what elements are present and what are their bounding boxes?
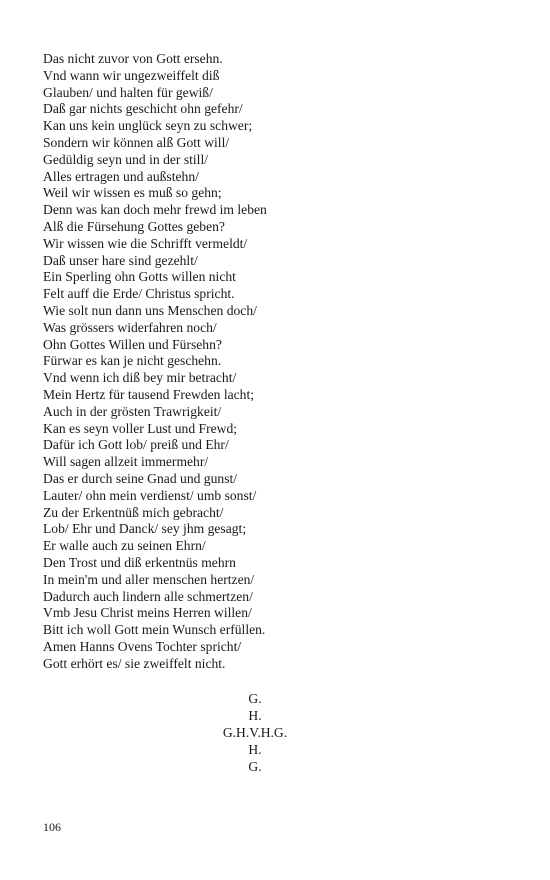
- poem-line: Alles ertragen und außstehn/: [43, 168, 199, 184]
- monogram-line: G.: [248, 691, 262, 706]
- poem-line: Denn was kan doch mehr frewd im leben: [43, 202, 267, 218]
- poem-line: Wie solt nun dann uns Menschen doch/: [43, 302, 257, 318]
- poem-line: Vmb Jesu Christ meins Herren willen/: [43, 605, 252, 621]
- poem-line: Glauben/ und halten für gewiß/: [43, 84, 213, 100]
- poem-line: Vnd wann wir ungezweiffelt diß: [43, 67, 220, 83]
- poem-line: Felt auff die Erde/ Christus spricht.: [43, 286, 235, 302]
- monogram-line: G.: [248, 759, 262, 774]
- poem-line: Lob/ Ehr und Danck/ sey jhm gesagt;: [43, 521, 247, 537]
- poem-line: Zu der Erkentnüß mich gebracht/: [43, 504, 224, 520]
- poem-line: Den Trost und diß erkentnüs mehrn: [43, 554, 236, 570]
- monogram-line: H.: [248, 708, 262, 723]
- poem-line: Amen Hanns Ovens Tochter spricht/: [43, 638, 242, 654]
- poem-line: Daß gar nichts geschicht ohn gefehr/: [43, 101, 243, 117]
- poem-line: Kan uns kein unglück seyn zu schwer;: [43, 118, 253, 134]
- poem-line: Weil wir wissen es muß so gehn;: [43, 185, 222, 201]
- poem-line: Was grössers widerfahren noch/: [43, 319, 217, 335]
- poem-line: Sondern wir können alß Gott will/: [43, 134, 230, 150]
- poem-line: Daß unser hare sind gezehlt/: [43, 252, 198, 268]
- poem-line: Gott erhört es/ sie zweiffelt nicht.: [43, 655, 226, 671]
- page-number: 106: [43, 820, 61, 834]
- poem-line: Gedüldig seyn und in der still/: [43, 151, 208, 167]
- poem-line: In mein'm und aller menschen hertzen/: [43, 571, 255, 587]
- poem-line: Er walle auch zu seinen Ehrn/: [43, 538, 206, 554]
- monogram-line: G.H.V.H.G.: [222, 725, 288, 740]
- poem-line: Fürwar es kan je nicht geschehn.: [43, 353, 222, 369]
- poem-line: Das nicht zuvor von Gott ersehn.: [43, 51, 223, 66]
- poem-line: Lauter/ ohn mein verdienst/ umb sonst/: [43, 487, 257, 503]
- poem-line: Alß die Fürsehung Gottes geben?: [43, 218, 225, 234]
- monogram-signature: [190, 690, 320, 775]
- poem-line: Kan es seyn voller Lust und Frewd;: [43, 420, 238, 436]
- poem-line: Ohn Gottes Willen und Fürsehn?: [43, 336, 222, 352]
- poem-line: Wir wissen wie die Schrifft vermeldt/: [43, 235, 248, 251]
- poem-line: Mein Hertz für tausend Frewden lacht;: [43, 386, 255, 402]
- poem-text: [43, 51, 503, 672]
- poem-line: Bitt ich woll Gott mein Wunsch erfüllen.: [43, 622, 266, 638]
- poem-line: Auch in der grösten Trawrigkeit/: [43, 403, 222, 419]
- monogram-line: H.: [248, 742, 262, 757]
- poem-line: Dafür ich Gott lob/ preiß und Ehr/: [43, 437, 229, 453]
- poem-line: Ein Sperling ohn Gotts willen nicht: [43, 269, 236, 285]
- poem-line: Will sagen allzeit immermehr/: [43, 454, 209, 470]
- poem-line: Das er durch seine Gnad und gunst/: [43, 470, 238, 486]
- poem-line: Dadurch auch lindern alle schmertzen/: [43, 588, 253, 604]
- poem-line: Vnd wenn ich diß bey mir betracht/: [43, 370, 237, 386]
